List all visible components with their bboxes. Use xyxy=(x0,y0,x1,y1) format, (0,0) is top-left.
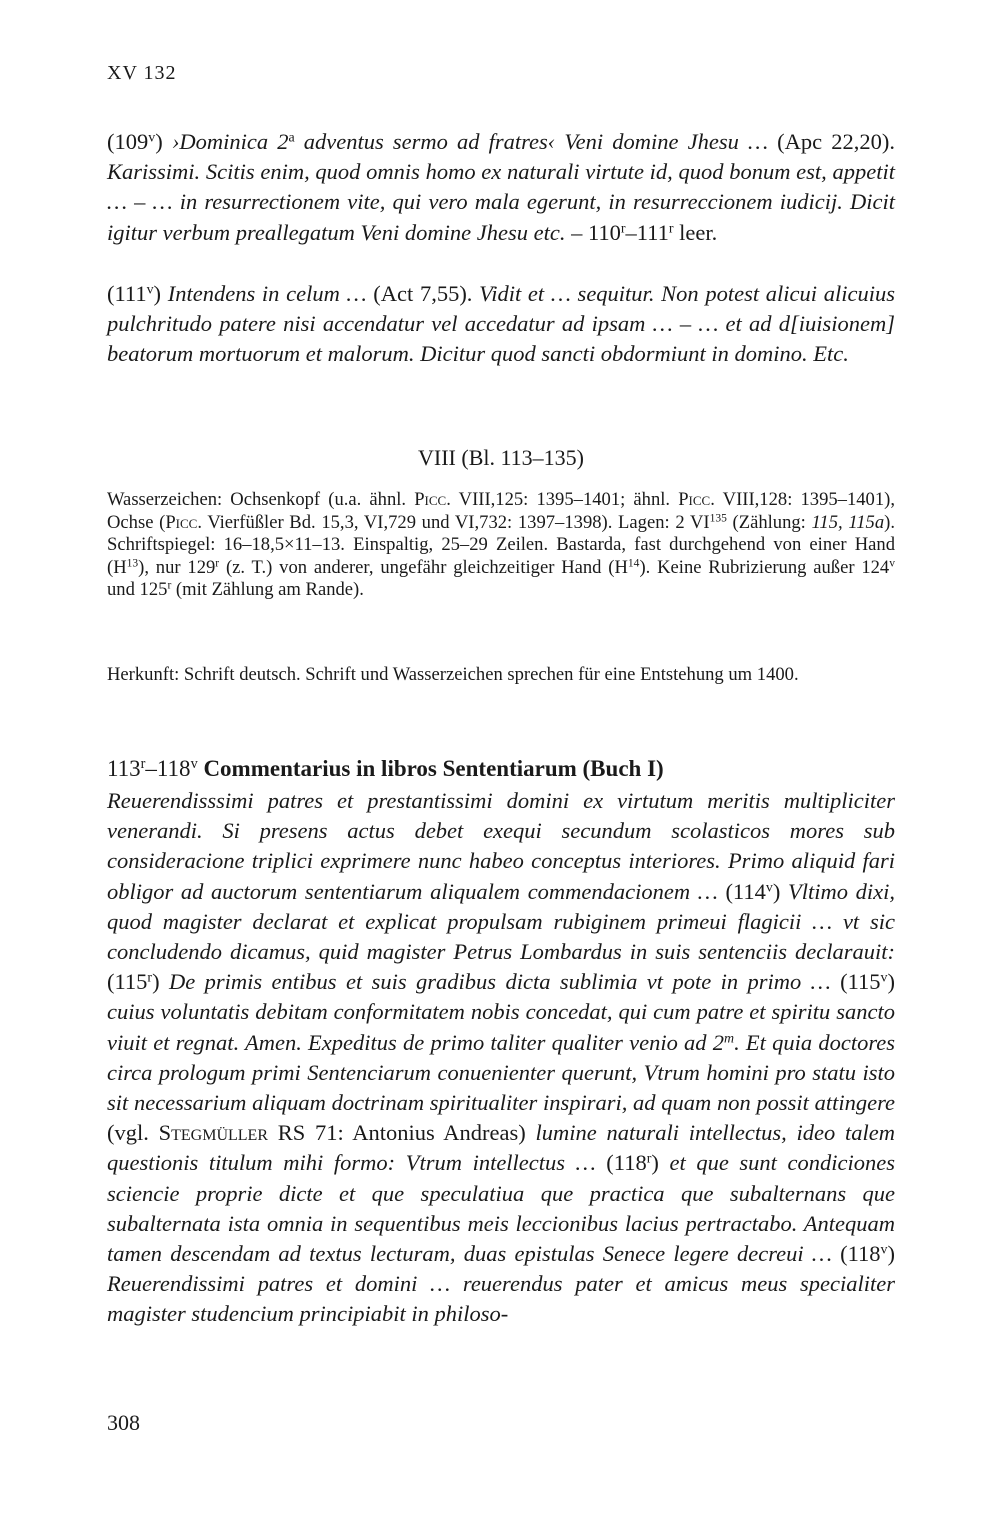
folio-ref: (118 xyxy=(606,1150,647,1176)
superscript: m xyxy=(724,1030,735,1046)
quoted-text: Reuerendisssimi patres et prestantissimi domini ex virtutum meritis multipliciter venerandi. Si presens actus debet exequi secundum scolasticos mores sub consideracione triplici exprimere nunc habeo conceptus interiores. Primo aliquid fari obligor ad auctorum sententiarum aliqualem commendacionem … xyxy=(107,788,895,904)
superscript: a xyxy=(288,130,295,146)
bible-reference: (Act 7,55). xyxy=(373,281,480,306)
folio-side: r xyxy=(668,220,674,236)
rubric-text: ›Dominica 2 xyxy=(171,129,289,154)
folio-side: r xyxy=(140,756,146,773)
provenance-note: Herkunft: Schrift deutsch. Schrift und Wasserzeichen sprechen für eine Entstehung um 1400. xyxy=(107,664,799,685)
entry-title: Commentarius in libros Sententiarum (Buch I) xyxy=(197,756,664,781)
text-segment: RS 71: Antonius Andreas) xyxy=(268,1120,536,1146)
folio-ref: – 110 xyxy=(565,219,621,245)
folio-side: v xyxy=(146,282,154,298)
superscript: r xyxy=(167,579,172,592)
folio-ref: (111 xyxy=(107,281,147,306)
text-segment: (z. T.) von anderer, ungefähr gleichzeitiger Hand (H xyxy=(219,556,628,578)
foliation-numbers: 115, 115a xyxy=(811,511,885,533)
entry-body xyxy=(107,786,895,1330)
text-segment: (vgl. xyxy=(107,1120,159,1146)
text-segment: (mit Zählung am Rande). xyxy=(171,579,364,600)
folio-ref: (118 xyxy=(840,1241,881,1267)
citation-abbrev: Picc. xyxy=(678,489,715,510)
folio-ref: –118 xyxy=(145,756,191,781)
folio-ref: (115 xyxy=(840,969,881,995)
text-segment: ) xyxy=(887,1241,895,1267)
quoted-text: Vidit et … sequitur. Non potest alicui alicuius pulchritudo patere nisi accendatur vel accedatur ad ipsam … – … et ad d[iuisionem] beatorum mortuorum et malorum. Dicitur quod sancti obdormiunt in domino. Etc. xyxy=(107,281,895,367)
quoted-text: cuius voluntatis debitam conformitatem nobis concedat, qui cum patre et spiritu sancto viuit et regnat. Amen. Expeditus de primo taliter qualiter venio ad 2 xyxy=(107,999,895,1055)
author-citation: Stegmüller xyxy=(158,1120,268,1146)
superscript: v xyxy=(889,557,895,570)
text-segment: ) xyxy=(887,969,895,995)
incipit-text: Intendens in celum … xyxy=(167,281,374,306)
folio-ref: (114 xyxy=(725,878,766,904)
folio-side: v xyxy=(880,970,888,986)
running-head: XV 132 xyxy=(107,62,177,84)
quoted-text: Karissimi. Scitis enim, quod omnis homo ex naturali virtute id, quod bonum est, appetit … – … in resurrectionem vite, qui vero mala egerunt, in resurreccionem iudicij. Dicit igitur verbum preallegatum Veni domine Jhesu etc. xyxy=(107,159,895,245)
quoted-text: De primis entibus et suis gradibus dicta sublimia vt pote in primo … xyxy=(168,969,841,995)
folio-ref: –111 xyxy=(625,219,669,245)
superscript: 13 xyxy=(126,557,139,570)
folio-side: v xyxy=(880,1242,888,1258)
folio-side: r xyxy=(147,970,153,986)
text-segment: ), nur 129 xyxy=(138,556,216,578)
text-segment: VIII,125: 1395–1401; ähnl. xyxy=(450,489,679,510)
quoted-text: lumine naturali intellectus, ideo talem questionis titulum mihi formo: Vtrum intellectus … xyxy=(107,1120,895,1176)
text-segment: und 125 xyxy=(107,579,168,600)
section-heading: VIII (Bl. 113–135) xyxy=(418,445,584,470)
text-segment: ) xyxy=(772,878,788,904)
quoted-text: . Et quia doctores circa prologum primi Sentenciarum conuenienter querunt, Vtrum homini pro statu isto sit necessarium aliquam doctrinam spiritualiter inspirari, ad quam non possit attingere xyxy=(107,1029,895,1116)
entry-109v-paragraph xyxy=(107,127,895,248)
superscript: 14 xyxy=(627,557,640,570)
text-segment: Wasserzeichen: Ochsenkopf (u.a. ähnl. xyxy=(107,489,415,510)
physical-description xyxy=(107,489,895,602)
bible-reference: (Apc 22,20). xyxy=(777,129,895,154)
text-segment: VIII,128: 1395–1401), Ochse ( xyxy=(107,489,895,533)
incipit-text: adventus sermo ad fratres‹ Veni domine Jhesu … xyxy=(294,129,778,154)
text-segment: ) xyxy=(153,281,168,306)
folio-ref: (115 xyxy=(107,969,148,995)
folio-ref: (109 xyxy=(107,129,149,154)
text-segment: Vierfüßler Bd. 15,3, VI,729 und VI,732: 1397–1398). Lagen: 2 VI xyxy=(202,511,710,533)
quoted-text: Vltimo dixi, quod magister declarat et explicat propulsam rubiginem primeui flagicii … vt sic concludendo dicamus, quid magister Petrus Lombardus in suis sentenciis declarauit: xyxy=(107,878,895,965)
entry-heading xyxy=(107,756,664,782)
citation-abbrev: Picc. xyxy=(165,511,202,533)
folio-side: v xyxy=(148,130,156,146)
entry-111v-paragraph xyxy=(107,279,895,370)
quoted-text: et que sunt condiciones sciencie proprie dicte et que speculatiua que practica que subalternans que subalternata ista omnia in sequentibus meis leccionibus lacius pertractabo. Antequam tamen descendam ad textus lecturam, duas epistulas Senece legere decreui … xyxy=(107,1150,896,1267)
folio-side: r xyxy=(646,1151,652,1167)
quoted-text: Reuerendissimi patres et domini … reuerendus pater et amicus meus specialiter magister studencium principiabit in philoso- xyxy=(107,1271,895,1327)
superscript: 135 xyxy=(709,512,727,525)
superscript: r xyxy=(215,557,220,570)
text-segment: ) xyxy=(651,1150,670,1176)
text-segment: ). Schriftspiegel: 16–18,5×11–13. Einspaltig, 25–29 Zeilen. Bastarda, fast durchgehend von einer Hand (H xyxy=(107,511,895,578)
folio-side: v xyxy=(765,879,773,895)
blank-note: leer. xyxy=(673,219,718,245)
folio-side: v xyxy=(190,756,198,773)
citation-abbrev: Picc. xyxy=(414,489,451,510)
folio-ref: 113 xyxy=(107,756,141,781)
text-segment: (Zählung: xyxy=(726,511,812,533)
text-segment: ). Keine Rubrizierung außer 124 xyxy=(639,556,890,578)
folio-side: r xyxy=(620,220,626,236)
text-segment: ) xyxy=(152,969,169,995)
text-segment: ) xyxy=(155,129,172,154)
page-number: 308 xyxy=(107,1410,140,1435)
